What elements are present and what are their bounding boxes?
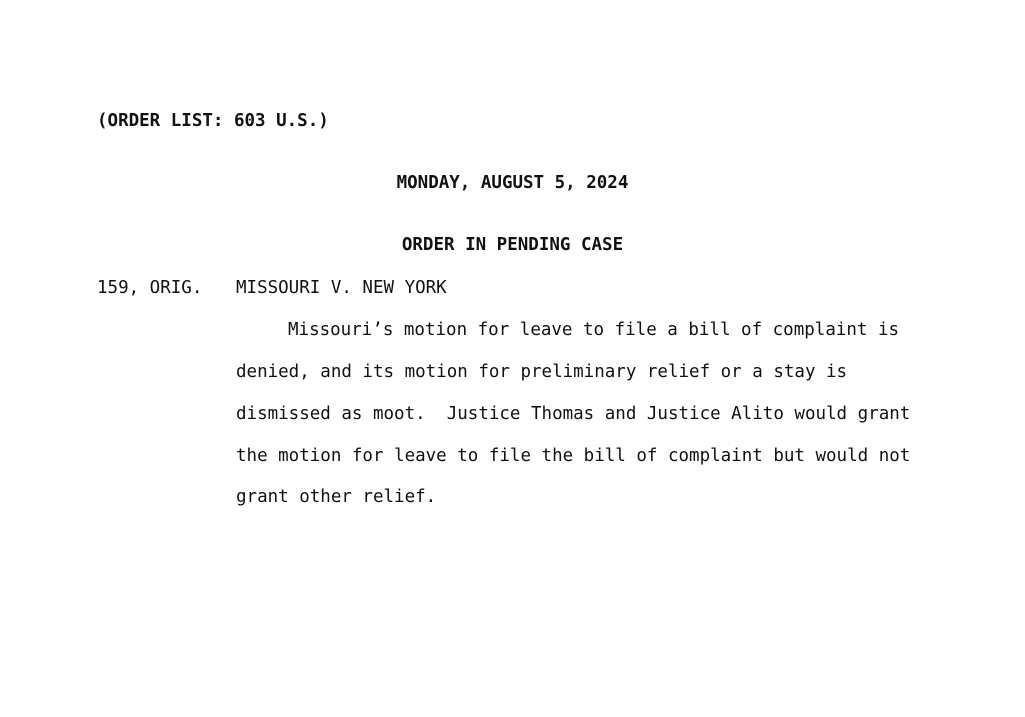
order-date: MONDAY, AUGUST 5, 2024 xyxy=(396,173,629,193)
order-text-line: the motion for leave to file the bill of complaint but would not xyxy=(236,446,911,466)
section-title: ORDER IN PENDING CASE xyxy=(401,235,624,255)
case-name: MISSOURI V. NEW YORK xyxy=(236,278,447,298)
order-text-line: grant other relief. xyxy=(236,487,437,507)
order-text-line: denied, and its motion for preliminary relief or a stay is xyxy=(236,362,848,382)
order-text-line: dismissed as moot. Justice Thomas and Justice Alito would grant xyxy=(236,404,911,424)
order-list-heading: (ORDER LIST: 603 U.S.) xyxy=(97,111,329,131)
order-text-line: Missouri’s motion for leave to file a bill of complaint is xyxy=(288,320,900,340)
case-number: 159, ORIG. xyxy=(97,278,203,298)
